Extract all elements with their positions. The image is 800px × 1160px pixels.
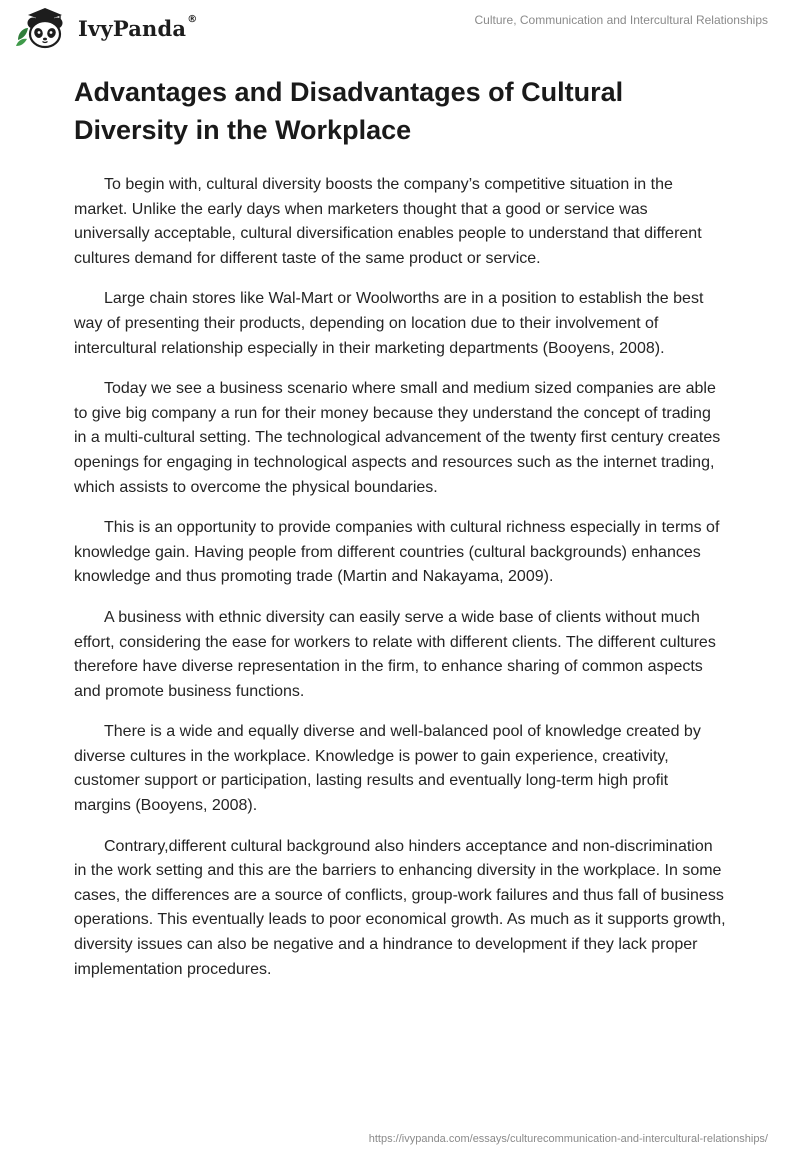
article-body [74,173,726,998]
source-url[interactable]: https://ivypanda.com/essays/culturecommunication-and-intercultural-relationships/ [368,1133,768,1145]
brand-logo[interactable] [14,6,197,50]
page-title: Advantages and Disadvantages of Cultural Diversity in the Workplace [74,77,624,145]
paragraph: A business with ethnic diversity can easily serve a wide base of clients without much effort, considering the ease for workers to relate with different clients. The different cultures therefore have diverse representation in the firm, to enhance sharing of common aspects and promote business functions. [74,608,716,700]
paragraph: There is a wide and equally diverse and well-balanced pool of knowledge created by diverse cultures in the workplace. Knowledge is power to gain experience, creativity, customer support or participation, lasting results and eventually long-term high profit margins (Booyens, 2008). [74,723,701,815]
paragraph: Contrary,different cultural background also hinders acceptance and non-discrimination in the work setting and this are the barriers to enhancing diversity in the workplace. In some cases, the differences are a source of conflicts, group-work failures and thus fall of business operations. This eventually leads to poor economical growth. As much as it supports growth, diversity issues can also be negative and a hindrance to development if they lack proper implementation procedures. [74,837,726,978]
paragraph: To begin with, cultural diversity boosts the company’s competitive situation in the market. Unlike the early days when marketers thought that a good or service was universally acceptable, cultural diversification enables people to understand that different cultures demand for different taste of the same product or service. [74,176,702,267]
header-topic: Culture, Communication and Intercultural Relationships [474,13,768,27]
registered-mark: ® [187,13,198,25]
panda-graduate-icon [14,6,72,50]
paragraph: Today we see a business scenario where small and medium sized companies are able to give big company a run for their money because they understand the concept of trading in a multi-cultural setting. The technological advancement of the twenty first century creates openings for engaging in technological aspects and resources such as the internet trading, which assists to overcome the physical boundaries. [74,380,721,496]
brand-name: IvyPanda® [78,13,198,41]
paragraph: Large chain stores like Wal-Mart or Woolworths are in a position to establish the best way of presenting their products, depending on location due to their involvement of intercultural relationship especially in their marketing departments (Booyens, 2008). [74,290,704,357]
paragraph: This is an opportunity to provide companies with cultural richness especially in terms of knowledge gain. Having people from different countries (cultural backgrounds) enhances knowledge and thus promoting trade (Martin and Nakayama, 2009). [74,519,720,586]
